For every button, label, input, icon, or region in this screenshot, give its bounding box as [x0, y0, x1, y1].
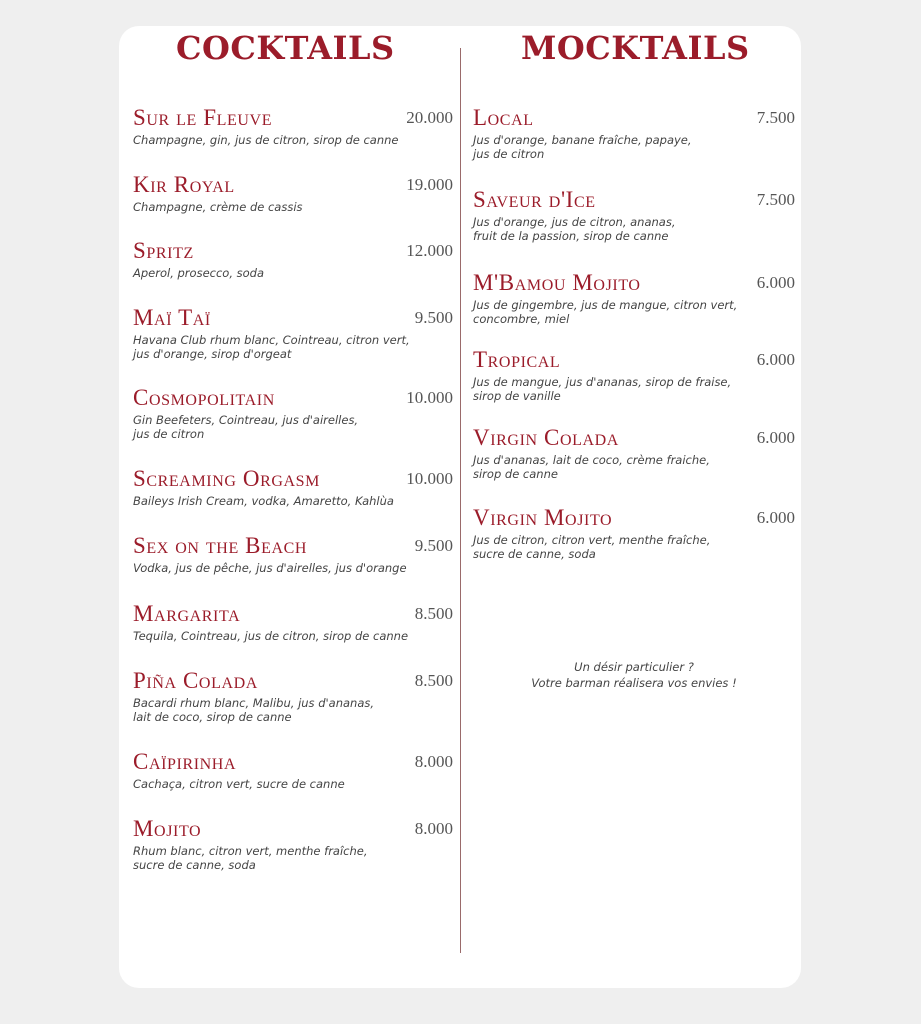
item-price: 9.500 — [414, 308, 453, 327]
item-description-line: Tequila, Cointreau, jus de citron, sirop de canne — [133, 629, 409, 643]
item-description-line: Aperol, prosecco, soda — [133, 266, 265, 280]
item-description-line: jus de citron — [473, 147, 545, 161]
item-price: 8.500 — [414, 671, 453, 690]
special-request-note — [473, 659, 795, 691]
item-name: Virgin Colada — [473, 425, 619, 450]
item-name: Margarita — [133, 601, 241, 626]
item-name: Sex on the Beach — [133, 533, 308, 558]
item-price: 10.000 — [406, 469, 453, 488]
item-description-line: Cachaça, citron vert, sucre de canne — [133, 777, 345, 791]
item-description-line: Vodka, jus de pêche, jus d'airelles, jus d'orange — [133, 561, 407, 575]
item-description — [133, 200, 433, 214]
item-description — [473, 133, 773, 161]
item-description-line: Jus de gingembre, jus de mangue, citron vert, — [473, 298, 738, 312]
item-description — [133, 266, 433, 280]
item-price: 8.500 — [414, 604, 453, 623]
item-description-line: Bacardi rhum blanc, Malibu, jus d'ananas, — [133, 696, 375, 710]
item-description-line: jus d'orange, sirop d'orgeat — [133, 347, 292, 361]
item-name: Screaming Orgasm — [133, 466, 320, 491]
item-price: 6.000 — [756, 273, 795, 292]
item-description-line: Champagne, gin, jus de citron, sirop de canne — [133, 133, 399, 147]
item-price: 8.000 — [414, 752, 453, 771]
item-name: Caïpirinha — [133, 749, 237, 774]
item-name: Spritz — [133, 238, 194, 263]
item-description — [473, 375, 773, 403]
item-price: 6.000 — [756, 350, 795, 369]
item-price: 7.500 — [756, 108, 795, 127]
item-description — [133, 696, 433, 724]
item-description — [473, 215, 773, 243]
item-description — [473, 533, 773, 561]
item-description-line: Champagne, crème de cassis — [133, 200, 303, 214]
item-description-line: Baileys Irish Cream, vodka, Amaretto, Kahlùa — [133, 494, 394, 508]
item-description-line: sirop de canne — [473, 467, 558, 481]
item-description-line: fruit de la passion, sirop de canne — [473, 229, 669, 243]
note-line-2: Votre barman réalisera vos envies ! — [531, 676, 737, 690]
item-name: Local — [473, 105, 534, 130]
item-description — [133, 494, 433, 508]
mocktails-title: MOCKTAILS — [521, 29, 750, 67]
item-description-line: Jus d'orange, banane fraîche, papaye, — [473, 133, 692, 147]
item-name: Sur le Fleuve — [133, 105, 273, 130]
item-description-line: concombre, miel — [473, 312, 570, 326]
item-description-line: lait de coco, sirop de canne — [133, 710, 292, 724]
item-name: Maï Taï — [133, 305, 211, 330]
item-name: Saveur d'Ice — [473, 187, 596, 212]
item-price: 7.500 — [756, 190, 795, 209]
item-description-line: jus de citron — [133, 427, 205, 441]
item-price: 20.000 — [406, 108, 453, 127]
item-name: Kir Royal — [133, 172, 235, 197]
menu-card — [119, 26, 801, 988]
item-description-line: Rhum blanc, citron vert, menthe fraîche, — [133, 844, 368, 858]
item-description-line: Gin Beefeters, Cointreau, jus d'airelles, — [133, 413, 359, 427]
item-price: 19.000 — [406, 175, 453, 194]
note-line-1: Un désir particulier ? — [574, 660, 694, 674]
item-price: 12.000 — [406, 241, 453, 260]
item-description-line: Havana Club rhum blanc, Cointreau, citron vert, — [133, 333, 410, 347]
item-price: 10.000 — [406, 388, 453, 407]
item-name: Piña Colada — [133, 668, 258, 693]
item-name: Cosmopolitain — [133, 385, 275, 410]
item-description-line: Jus d'orange, jus de citron, ananas, — [473, 215, 676, 229]
item-description-line: Jus de mangue, jus d'ananas, sirop de fraise, — [473, 375, 732, 389]
item-name: Mojito — [133, 816, 202, 841]
item-description-line: sucre de canne, soda — [473, 547, 596, 561]
item-description-line: Jus de citron, citron vert, menthe fraîche, — [473, 533, 711, 547]
item-price: 8.000 — [414, 819, 453, 838]
item-description-line: Jus d'ananas, lait de coco, crème fraiche, — [473, 453, 710, 467]
item-description-line: sirop de vanille — [473, 389, 561, 403]
item-description — [133, 777, 433, 791]
column-divider — [460, 48, 461, 953]
item-description — [133, 133, 433, 147]
item-price: 9.500 — [414, 536, 453, 555]
item-name: Virgin Mojito — [473, 505, 613, 530]
cocktails-title: COCKTAILS — [176, 29, 395, 67]
item-price: 6.000 — [756, 508, 795, 527]
item-description — [133, 413, 433, 441]
item-name: Tropical — [473, 347, 561, 372]
item-price: 6.000 — [756, 428, 795, 447]
item-description — [133, 333, 433, 361]
item-description — [473, 298, 773, 326]
item-description — [473, 453, 773, 481]
item-description — [133, 561, 433, 575]
item-description — [133, 629, 433, 643]
item-description-line: sucre de canne, soda — [133, 858, 256, 872]
item-name: M'Bamou Mojito — [473, 270, 641, 295]
item-description — [133, 844, 433, 872]
